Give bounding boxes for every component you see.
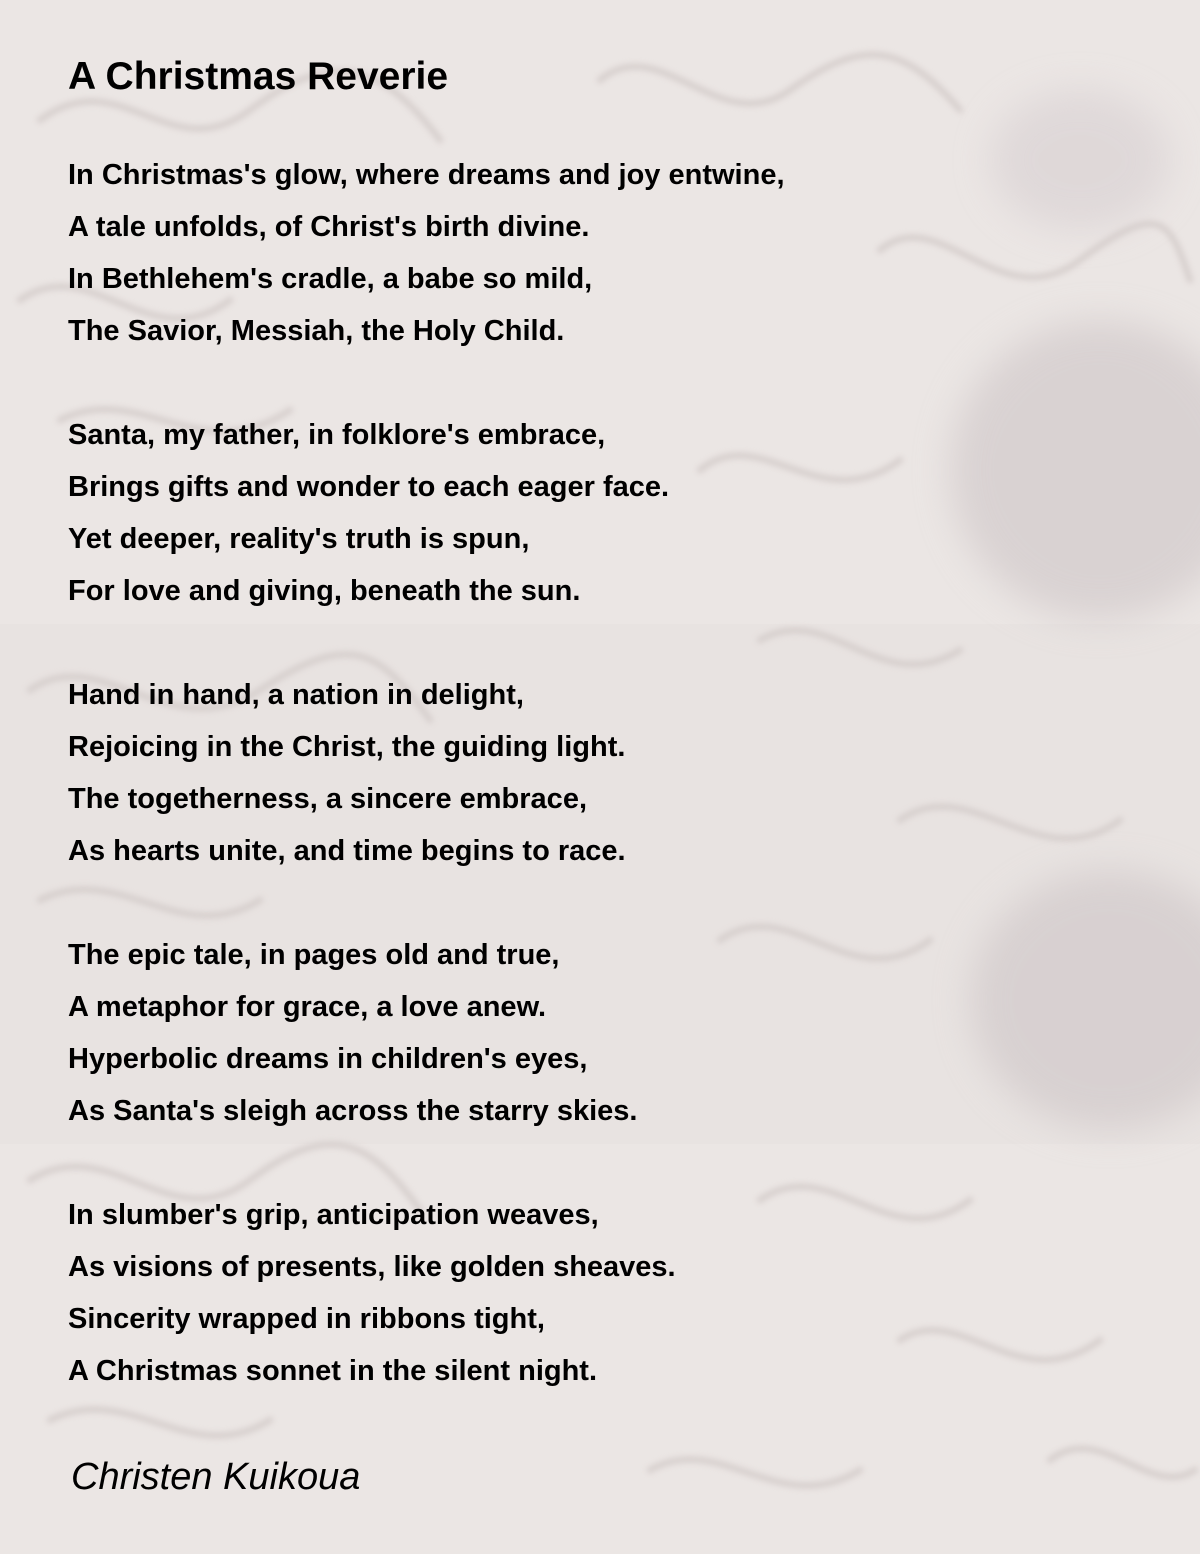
poem-line: Yet deeper, reality's truth is spun,	[68, 523, 530, 555]
poem-line: For love and giving, beneath the sun.	[68, 575, 581, 607]
poem-line: The Savior, Messiah, the Holy Child.	[68, 315, 565, 347]
poem-line: Hyperbolic dreams in children's eyes,	[68, 1043, 588, 1075]
poem-line: In Christmas's glow, where dreams and joy entwine,	[68, 159, 785, 191]
poem-line: A tale unfolds, of Christ's birth divine.	[68, 211, 590, 243]
poem-line: In slumber's grip, anticipation weaves,	[68, 1199, 599, 1231]
stanza-1	[68, 149, 785, 357]
poem-line: The epic tale, in pages old and true,	[68, 939, 560, 971]
poem-line: Hand in hand, a nation in delight,	[68, 679, 524, 711]
poem-line: In Bethlehem's cradle, a babe so mild,	[68, 263, 593, 295]
poem-line: Rejoicing in the Christ, the guiding light.	[68, 731, 626, 763]
poem-line: Santa, my father, in folklore's embrace,	[68, 419, 606, 451]
poem-line: Sincerity wrapped in ribbons tight,	[68, 1303, 545, 1335]
stanza-3	[68, 669, 626, 877]
stanza-2	[68, 409, 669, 617]
poem-title: A Christmas Reverie	[68, 55, 449, 98]
poem-line: A metaphor for grace, a love anew.	[68, 991, 547, 1023]
poem-line: As hearts unite, and time begins to race.	[68, 835, 626, 867]
poem-line: A Christmas sonnet in the silent night.	[68, 1355, 598, 1387]
stanza-4	[68, 929, 637, 1137]
poem-line: Brings gifts and wonder to each eager face.	[68, 471, 670, 503]
poem-line: The togetherness, a sincere embrace,	[68, 783, 587, 815]
stanza-5	[68, 1189, 676, 1397]
poem-author: Christen Kuikoua	[71, 1456, 361, 1498]
poem-line: As Santa's sleigh across the starry skies.	[68, 1095, 638, 1127]
poem-line: As visions of presents, like golden sheaves.	[68, 1251, 676, 1283]
